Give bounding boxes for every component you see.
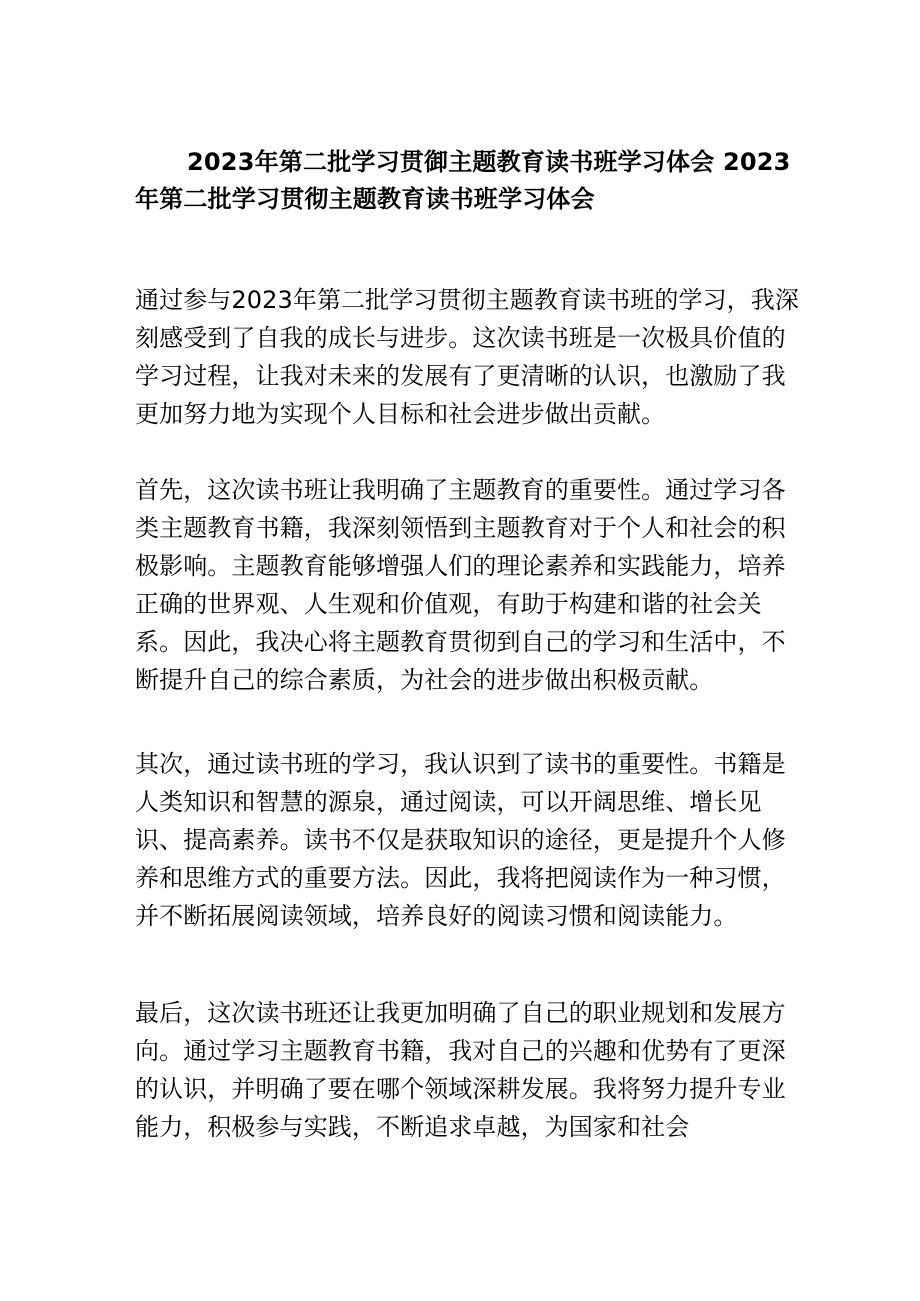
paragraph-first: 首先，这次读书班让我明确了主题教育的重要性。通过学习各类主题教育书籍，我深刻领悟到主题教育对于个人和社会的积极影响。主题教育能够增强人们的理论素养和实践能力，培养正确的世界观、人生观和价值观，有助于构建和谐的社会关系。因此，我决心将主题教育贯彻到自己的学习和生活中，不断提升自己的综合素质，为社会的进步做出积极贡献。 [135, 476, 786, 694]
document-title: 2023年第二批学习贯御主题教育读书班学习体会 2023年第二批学习贯彻主题教育读书班学习体会 [135, 148, 791, 213]
paragraph-last: 最后，这次读书班还让我更加明确了自己的职业规划和发展方向。通过学习主题教育书籍，我对自己的兴趣和优势有了更深的认识，并明确了要在哪个领域深耕发展。我将努力提升专业能力，积极参与实践，不断追求卓越，为国家和社会 [135, 999, 786, 1141]
paragraph-second: 其次，通过读书班的学习，我认识到了读书的重要性。书籍是人类知识和智慧的源泉，通过阅读，可以开阔思维、增长见识、提高素养。读书不仅是获取知识的途径，更是提升个人修养和思维方式的重要方法。因此，我将把阅读作为一种习惯，并不断拓展阅读领域，培养良好的阅读习惯和阅读能力。 [135, 750, 786, 930]
paragraph-intro: 通过参与2023年第二批学习贯彻主题教育读书班的学习，我深刻感受到了自我的成长与进步。这次读书班是一次极具价值的学习过程，让我对未来的发展有了更清晰的认识，也激励了我更加努力地为实现个人目标和社会进步做出贡献。 [135, 286, 799, 428]
